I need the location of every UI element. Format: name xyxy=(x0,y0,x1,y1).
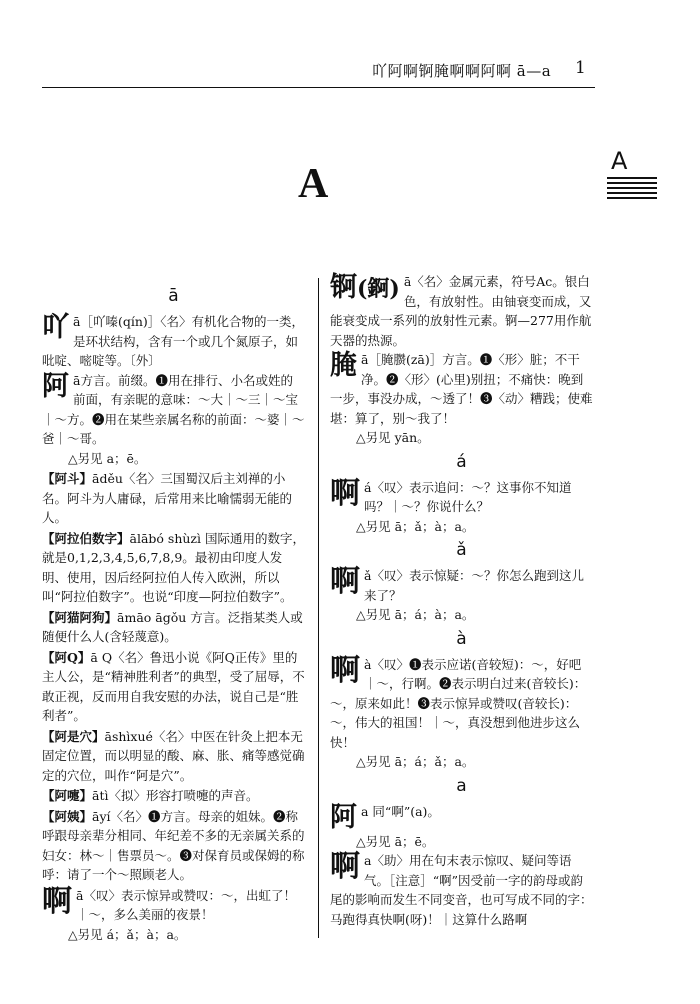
sub-entry xyxy=(42,469,305,528)
dictionary-entry xyxy=(330,802,593,852)
entry-definition: ā［腌臜(zā)］方言。❶〈形〉脏；不干净。❷〈形〉(心里)别扭；不痛快：晚到一步，事没办成，～透了！❸〈动〉糟践；使难堪：算了，别～我了！ xyxy=(330,352,593,426)
headword: 啊 xyxy=(42,883,72,919)
headword: 阿 xyxy=(330,801,357,833)
letter-tab-label: A xyxy=(611,147,628,175)
entry-definition: ā〈叹〉表示惊异或赞叹：～，出虹了！｜～，多么美丽的夜景！ xyxy=(76,887,296,922)
entry-definition: ā方言。前缀。❶用在排行、小名或姓的前面，有亲昵的意味：～大｜～三｜～宝｜～方。❷用在某些亲属名称的前面：～婆｜～爸｜～哥。 xyxy=(42,372,305,446)
pinyin-section-heading: a xyxy=(456,775,467,796)
sub-entry xyxy=(42,648,305,726)
header-rule xyxy=(42,87,595,88)
tab-line xyxy=(607,192,657,194)
pinyin-section-heading: ā xyxy=(168,286,179,306)
headword xyxy=(330,274,400,303)
sub-entry-word: 【阿嚏】 xyxy=(42,788,93,803)
entry-definition: a〈助〉用在句末表示惊叹、疑问等语气。［注意］“啊”因受前一字的韵母或韵尾的影响而发生不同变音，也可写成不同的字：马跑得真快啊(呀)！｜这算什么路啊 xyxy=(330,853,593,927)
sub-entry-definition: āyí〈名〉❶方言。母亲的姐妹。❷称呼跟母亲辈分相同、年纪差不多的无亲属关系的妇女：林～｜售票员～。❸对保育员或保姆的称呼：请了一个～照顾老人。 xyxy=(42,808,305,882)
headword: 阿 xyxy=(42,370,69,402)
sub-entry-definition: ālābó shùzì 国际通用的数字，就是0,1,2,3,4,5,6,7,8,9。最初由印度人发明、使用，因后经阿拉伯人传入欧洲，所以叫“阿拉伯数字”。也说“印度—阿拉伯数字”。 xyxy=(42,530,305,604)
entry-definition: ā〈名〉金属元素，符号Ac。银白色，有放射性。由铀衰变而成，又能衰变成一系列的放射性元素。锕—277用作航天器的热源。 xyxy=(330,274,592,348)
dictionary-entry xyxy=(330,475,593,537)
tab-line xyxy=(607,187,657,189)
cross-reference: △另见 ā；á；ǎ；a。 xyxy=(356,754,475,769)
cross-reference: △另见 á；ǎ；à；a。 xyxy=(68,926,187,942)
left-column xyxy=(42,282,305,944)
pinyin-section-heading: à xyxy=(456,628,467,649)
sub-entry-definition: āshìxué〈名〉中医在针灸上把本无固定位置，而以明显的酸、麻、胀、痛等感觉确定的穴位，叫作“阿是穴”。 xyxy=(42,728,305,783)
traditional-form: (錒) xyxy=(357,276,400,302)
sub-entry xyxy=(42,807,305,885)
sub-entry-definition: āděu〈名〉三国蜀汉后主刘禅的小名。阿斗为人庸碌，后常用来比喻懦弱无能的人。 xyxy=(42,471,293,525)
cross-reference: △另见 a；ē。 xyxy=(68,450,147,466)
cross-reference: △另见 ā；á；à；a。 xyxy=(356,607,475,622)
sub-entry-word: 【阿拉伯数字】 xyxy=(42,530,130,546)
entry-definition: ǎ〈叹〉表示惊疑：～？你怎么跑到这儿来了？ xyxy=(364,568,584,603)
right-column xyxy=(330,272,593,929)
dictionary-entry xyxy=(330,851,593,929)
headword: 啊 xyxy=(330,652,360,688)
sub-entry-definition: ātì〈拟〉形容打喷嚏的声音。 xyxy=(92,788,259,803)
headword: 啊 xyxy=(330,564,360,599)
page-number: 1 xyxy=(575,58,586,78)
sub-entry xyxy=(42,608,305,647)
sub-entry-word: 【阿Q】 xyxy=(42,649,91,665)
entry-definition: á〈叹〉表示追问：～？这事你不知道吗？｜～？你说什么？ xyxy=(364,479,572,514)
sub-entry xyxy=(42,727,305,786)
letter-tab xyxy=(607,148,657,199)
dictionary-entry xyxy=(42,312,305,371)
headword: 吖 xyxy=(42,312,69,343)
dictionary-entry xyxy=(330,566,593,625)
sub-entry xyxy=(42,529,305,607)
headword: 啊 xyxy=(330,849,360,884)
cross-reference: △另见 ā；ē。 xyxy=(356,833,435,849)
dictionary-entry xyxy=(42,371,305,469)
sub-entry xyxy=(42,786,305,806)
sub-entry-word: 【阿猫阿狗】 xyxy=(42,609,118,625)
dictionary-entry xyxy=(330,350,593,448)
tab-line xyxy=(607,177,657,179)
section-letter: A xyxy=(298,161,329,207)
tab-line xyxy=(607,197,657,199)
dictionary-entry xyxy=(42,883,305,945)
pinyin-section-heading: á xyxy=(456,451,467,472)
entry-definition: a 同“啊”(a)。 xyxy=(361,803,440,819)
entry-definition: à〈叹〉❶表示应诺(音较短)：～，好吧｜～，行啊。❷表示明白过来(音较长)：～，原来如此！❸表示惊异或赞叹(音较长)：～，伟大的祖国！｜～，真没想到他进步这么快！ xyxy=(330,656,587,750)
headword: 啊 xyxy=(330,475,360,511)
dictionary-entry xyxy=(330,652,593,772)
dictionary-entry xyxy=(330,272,593,350)
sub-entry-word: 【阿斗】 xyxy=(42,471,93,486)
sub-entry-definition: āmāo āgǒu 方言。泛指某类人或随便什么人(含轻蔑意)。 xyxy=(42,609,303,644)
headword: 腌 xyxy=(330,350,357,381)
entry-definition: ā［吖嗪(qín)］〈名〉有机化合物的一类，是环状结构，含有一个或几个氮原子，如吡啶、嘧啶等。〔外〕 xyxy=(42,314,305,368)
column-divider xyxy=(318,278,319,938)
sub-entry-definition: ā Q〈名〉鲁迅小说《阿Q正传》里的主人公，是“精神胜利者”的典型，受了屈辱，不敢正视，反而用自我安慰的办法，说自己是“胜利者”。 xyxy=(42,649,305,723)
tab-line xyxy=(607,182,657,184)
sub-entry-word: 【阿是穴】 xyxy=(42,728,105,744)
sub-entry-word: 【阿姨】 xyxy=(42,808,93,824)
pinyin-section-heading: ǎ xyxy=(456,540,467,560)
cross-reference: △另见 yān。 xyxy=(356,430,430,445)
headword-char: 锕 xyxy=(330,272,357,303)
running-header: 吖阿啊锕腌啊啊阿啊 ā—a xyxy=(372,62,552,80)
cross-reference: △另见 ā；ǎ；à；a。 xyxy=(356,518,475,534)
